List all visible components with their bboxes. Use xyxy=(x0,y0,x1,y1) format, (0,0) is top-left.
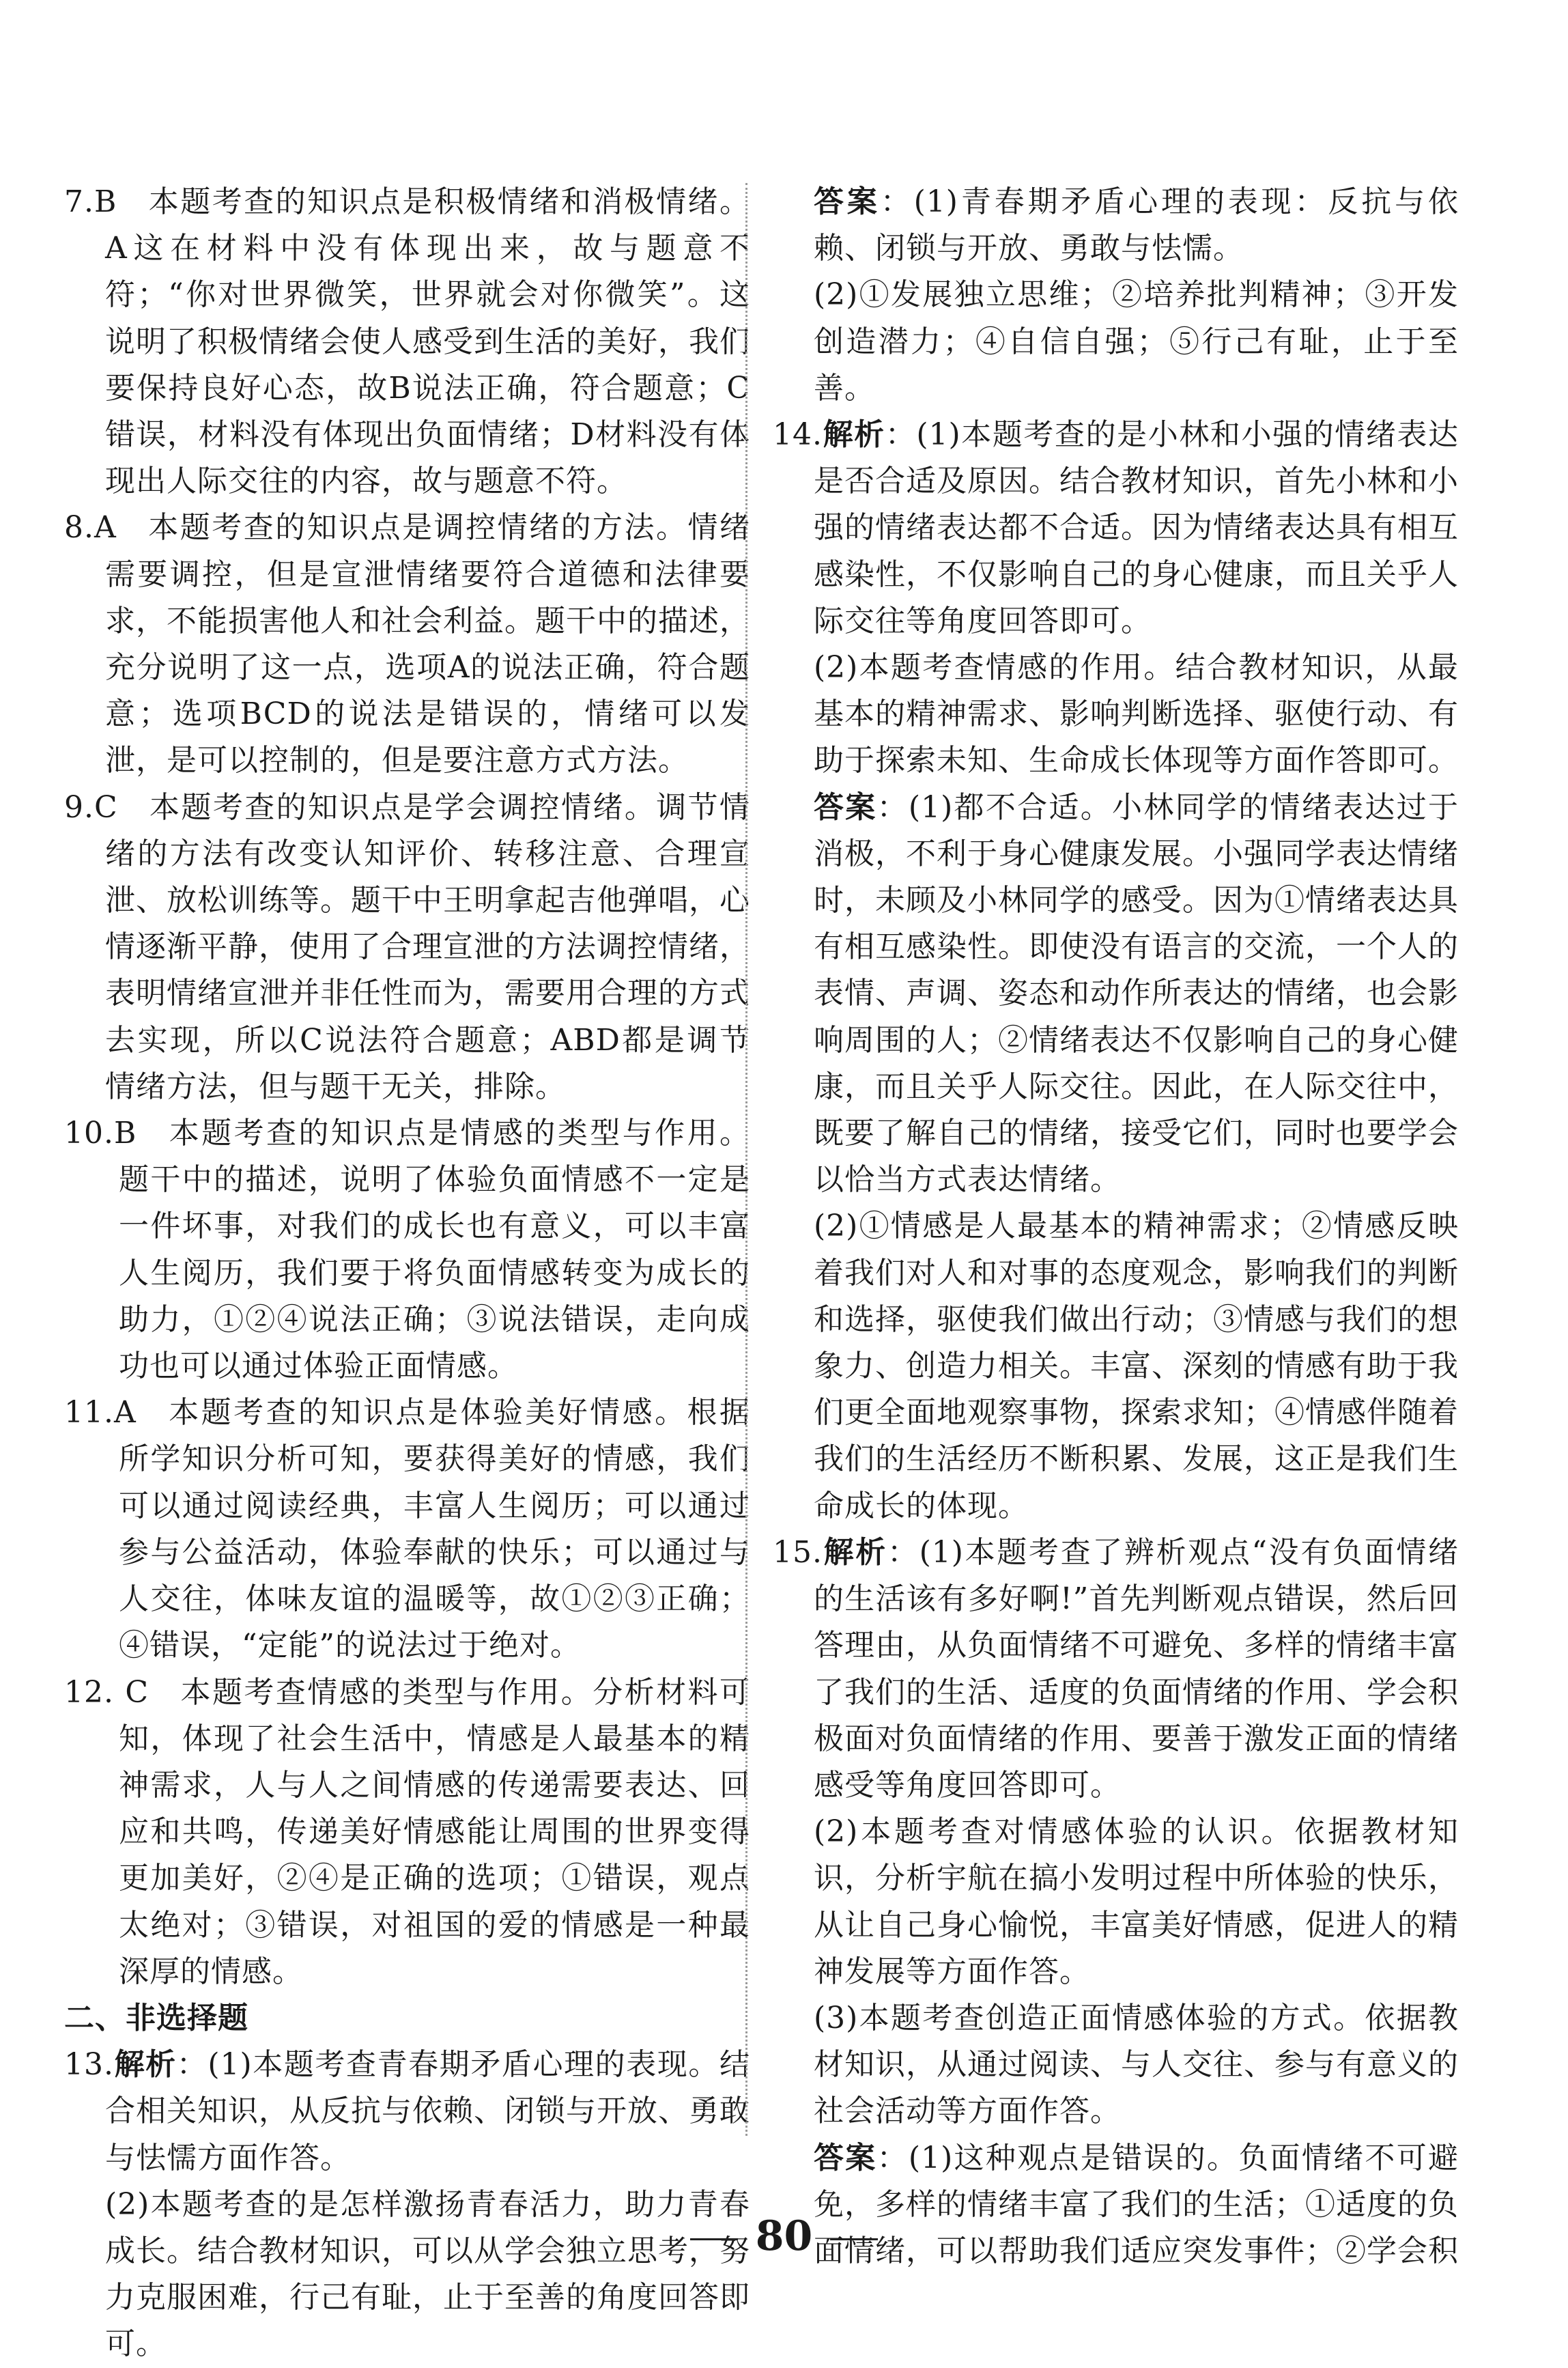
answer-text: ：(1)都不合适。小林同学的情绪表达过于消极，不利于身心健康发展。小强同学表达情绪时，未顾及小林同学的感受。因为①情绪表达具有相互感染性。即使没有语言的交流，一个人的表情、声调、姿态和动作所表达的情绪，也会影响周围的人；②情绪表达不仅影响自己的身心健康，而且关乎人际交往。因此，在人际交往中，既要了解自己的情绪，接受它们，同时也要学会以恰当方式表达情绪。 xyxy=(814,789,1459,1198)
analysis-label: 解析 xyxy=(113,2047,177,2083)
question-14-answer-part2: (2)①情感是人最基本的精神需求；②情感反映着我们对人和对事的态度观念，影响我们的判断和选择，驱使我们做出行动；③情感与我们的想象力、创造力相关。丰富、深刻的情感有助于我们更全面地观察事物，探索求知；④情感伴随着我们的生活经历不断积累、发展，这正是我们生命成长的体现。 xyxy=(814,1209,1459,1523)
question-number: 15. xyxy=(773,1534,823,1570)
question-13-answer-part2: (2)①发展独立思维；②培养批判精神；③开发创造潜力；④自信自强；⑤行己有耻，止于至善。 xyxy=(814,277,1459,406)
question-15-analysis-part3: (3)本题考查创造正面情感体验的方式。依据教材知识，从通过阅读、与人交往、参与有意义的社会活动等方面作答。 xyxy=(814,2000,1459,2129)
question-number: 8.A xyxy=(64,510,117,546)
question-13-analysis xyxy=(64,2042,750,2182)
question-number: 10.B xyxy=(64,1116,137,1151)
question-14-answer xyxy=(773,785,1459,1204)
question-7-explanation xyxy=(64,179,750,505)
answer-label: 答案 xyxy=(814,2140,877,2175)
answer-label: 答案 xyxy=(814,184,881,219)
question-number: 13. xyxy=(64,2047,114,2083)
question-14-analysis-part2: (2)本题考查情感的作用。结合教材知识，从最基本的精神需求、影响判断选择、驱使行动、有助于探索未知、生命成长体现等方面作答即可。 xyxy=(814,650,1459,778)
footer-dash-left xyxy=(690,2238,738,2240)
column-divider xyxy=(745,183,747,2136)
question-15-analysis xyxy=(773,1530,1459,1809)
answer-text: ：(1)青春期矛盾心理的表现：反抗与依赖、闭锁与开放、勇敢与怯懦。 xyxy=(814,184,1459,266)
explanation-text: 本题考查的知识点是体验美好情感。根据所学知识分析可知，要获得美好的情感，我们可以通过阅读经典，丰富人生阅历；可以通过参与公益活动，体验奉献的快乐；可以通过与人交往，体味友谊的温暖等，故①②③正确；④错误，“定能”的说法过于绝对。 xyxy=(119,1395,750,1663)
question-9-explanation xyxy=(64,785,750,1110)
analysis-label: 解析 xyxy=(822,417,885,453)
left-column xyxy=(64,179,750,2368)
question-number: 7.B xyxy=(64,184,117,219)
question-number: 11.A xyxy=(64,1395,137,1430)
question-12-explanation xyxy=(64,1669,750,1995)
explanation-text: 本题考查的知识点是积极情绪和消极情绪。A这在材料中没有体现出来，故与题意不符；“你对世界微笑，世界就会对你微笑”。这说明了积极情绪会使人感受到生活的美好，我们要保持良好心态，故B说法正确，符合题意；C错误，材料没有体现出负面情绪；D材料没有体现出人际交往的内容，故与题意不符。 xyxy=(105,184,750,499)
right-column xyxy=(773,179,1459,2274)
question-15-analysis-part2: (2)本题考查对情感体验的认识。依据教材知识，分析宇航在搞小发明过程中所体验的快乐，从让自己身心愉悦，丰富美好情感，促进人的精神发展等方面作答。 xyxy=(814,1814,1459,1989)
question-13-analysis-part2: (2)本题考查的是怎样激扬青春活力，助力青春成长。结合教材知识，可以从学会独立思考，努力克服困难，行己有耻，止于至善的角度回答即可。 xyxy=(105,2186,750,2362)
page-number: 80 xyxy=(755,2212,813,2260)
question-number: 14. xyxy=(773,417,823,453)
page-footer xyxy=(0,2212,1568,2260)
explanation-text: 本题考查的知识点是调控情绪的方法。情绪需要调控，但是宣泄情绪要符合道德和法律要求，不能损害他人和社会利益。题干中的描述，充分说明了这一点，选项A的说法正确，符合题意；选项BCD的说法是错误的，情绪可以发泄，是可以控制的，但是要注意方式方法。 xyxy=(105,510,750,778)
question-13-answer xyxy=(773,179,1459,272)
footer-dash-right xyxy=(830,2238,878,2240)
question-number: 9.C xyxy=(64,789,118,825)
analysis-text: ：(1)本题考查青春期矛盾心理的表现。结合相关知识，从反抗与依赖、闭锁与开放、勇敢与怯懦方面作答。 xyxy=(105,2047,751,2175)
question-10-explanation xyxy=(64,1110,750,1390)
answer-text: ：(1)这种观点是错误的。负面情绪不可避免，多样的情绪丰富了我们的生活；①适度的负面情绪，可以帮助我们适应突发事件；②学会积 xyxy=(814,2140,1459,2268)
question-11-explanation xyxy=(64,1390,750,1669)
answer-label: 答案 xyxy=(814,789,877,825)
explanation-text: 本题考查的知识点是情感的类型与作用。题干中的描述，说明了体验负面情感不一定是一件坏事，对我们的成长也有意义，可以丰富人生阅历，我们要于将负面情感转变为成长的助力，①②④说法正确；③说法错误，走向成功也可以通过体验正面情感。 xyxy=(119,1116,750,1384)
explanation-text: 本题考查的知识点是学会调控情绪。调节情绪的方法有改变认知评价、转移注意、合理宣泄、放松训练等。题干中王明拿起吉他弹唱，心情逐渐平静，使用了合理宣泄的方法调控情绪，表明情绪宣泄并非任性而为，需要用合理的方式去实现，所以C说法符合题意；ABD都是调节情绪方法，但与题干无关，排除。 xyxy=(105,789,750,1104)
analysis-label: 解析 xyxy=(822,1534,887,1570)
question-8-explanation xyxy=(64,505,750,784)
question-number: 12. C xyxy=(64,1674,149,1710)
analysis-text: ：(1)本题考查了辨析观点“没有负面情绪的生活该有多好啊!”首先判断观点错误，然后回答理由，从负面情绪不可避免、多样的情绪丰富了我们的生活、适度的负面情绪的作用、学会积极面对负面情绪的作用、要善于激发正面的情绪感受等角度回答即可。 xyxy=(814,1534,1459,1803)
explanation-text: 本题考查情感的类型与作用。分析材料可知，体现了社会生活中，情感是人最基本的精神需求，人与人之间情感的传递需要表达、回应和共鸣，传递美好情感能让周围的世界变得更加美好，②④是正确的选项；①错误，观点太绝对；③错误，对祖国的爱的情感是一种最深厚的情感。 xyxy=(119,1674,750,1989)
question-14-analysis xyxy=(773,412,1459,645)
analysis-text: ：(1)本题考查的是小林和小强的情绪表达是否合适及原因。结合教材知识，首先小林和小强的情绪表达都不合适。因为情绪表达具有相互感染性，不仅影响自己的身心健康，而且关乎人际交往等角度回答即可。 xyxy=(814,417,1459,638)
section-title: 二、非选择题 xyxy=(64,2000,248,2035)
